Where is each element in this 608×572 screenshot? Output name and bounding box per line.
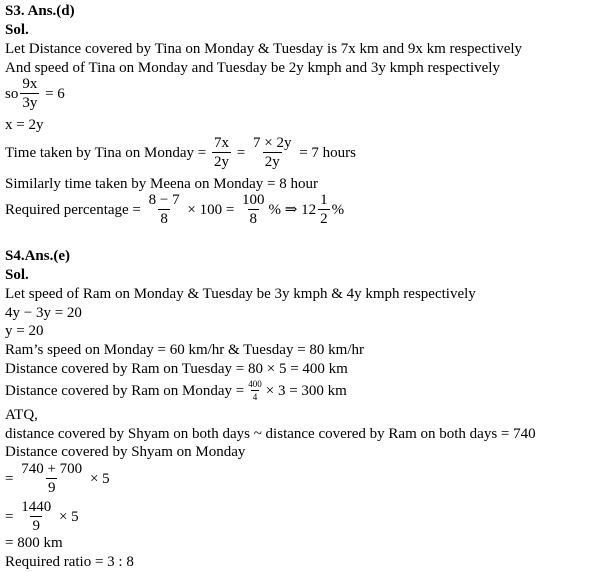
numerator: 1 (320, 192, 328, 208)
numerator: 7 × 2y (252, 135, 292, 151)
eq-rhs: = 7 hours (299, 144, 356, 161)
s4-equation-total (5, 499, 79, 534)
s4-line-y: y = 20 (5, 323, 44, 339)
percent-sign: % (331, 201, 345, 218)
numerator: 9x (22, 76, 38, 92)
numerator: 1440 (21, 499, 52, 515)
s3-line-distance: Let Distance covered by Tina on Monday & Tuesday is 7x km and 9x km respectively (5, 41, 523, 57)
eq-arrow: % ⇒ 12 (268, 201, 317, 218)
denominator: 3y (22, 95, 38, 111)
numerator: 7x (214, 135, 230, 151)
s4-line-tuesday-distance: Distance covered by Ram on Tuesday = 80 × 5 = 400 km (5, 361, 348, 377)
fraction (19, 461, 84, 496)
s4-line-result: = 800 km (5, 535, 63, 551)
s4-atq: ATQ, (5, 407, 38, 423)
denominator: 2 (320, 211, 328, 227)
eq-rhs: × 5 (58, 508, 79, 525)
s4-line-speed: Let speed of Ram on Monday & Tuesday be 3y kmph & 4y kmph respectively (5, 286, 476, 302)
s4-line-ratio: Required ratio = 3 : 8 (5, 554, 134, 570)
s4-line-equation: 4y − 3y = 20 (5, 305, 82, 321)
eq-prefix: Distance covered by Ram on Monday = (5, 382, 245, 399)
denominator: 9 (32, 518, 40, 534)
denominator: 2y (214, 154, 230, 170)
eq-prefix: = (5, 508, 14, 525)
s3-equation-ratio (5, 76, 65, 111)
s4-equation-monday-distance (5, 379, 347, 402)
numerator: 740 + 700 (21, 461, 83, 477)
fraction (240, 192, 267, 227)
s4-equation-sum (5, 461, 110, 496)
denominator: 9 (47, 480, 56, 496)
numerator: 400 (248, 379, 262, 389)
denominator: 4 (252, 392, 258, 402)
eq-prefix: = (5, 470, 14, 487)
s4-sol-label: Sol. (5, 267, 29, 283)
eq-prefix: Time taken by Tina on Monday = (5, 144, 207, 161)
s4-line-shyam-monday: Distance covered by Shyam on Monday (5, 444, 246, 460)
numerator: 8 − 7 (148, 192, 180, 208)
s3-heading: S3. Ans.(d) (5, 3, 75, 19)
s3-equation-time (5, 135, 356, 170)
s3-line-speed: And speed of Tina on Monday and Tuesday be 2y kmph and 3y kmph respectively (5, 60, 500, 76)
s4-heading: S4.Ans.(e) (5, 248, 71, 264)
fraction (147, 192, 182, 227)
eq-rhs: × 3 = 300 km (265, 382, 347, 399)
s4-line-ram-speed: Ram’s speed on Monday = 60 km/hr & Tuesday = 80 km/hr (5, 342, 364, 358)
denominator: 2y (264, 154, 280, 170)
fraction (212, 135, 231, 170)
fraction (19, 499, 53, 534)
s3-sol-label: Sol. (5, 22, 29, 38)
eq-sign: = (236, 144, 246, 161)
eq-prefix: Required percentage = (5, 201, 141, 218)
eq-rhs: × 5 (89, 470, 110, 487)
s4-line-both-days: distance covered by Shyam on both days ~ distance covered by Ram on both days = 740 (5, 426, 536, 442)
s3-equation-percentage (5, 192, 344, 227)
fraction (20, 76, 39, 111)
denominator: 8 (249, 211, 258, 227)
s3-line-x: x = 2y (5, 117, 44, 133)
fraction-half (318, 192, 330, 227)
eq-prefix: so (5, 85, 19, 102)
denominator: 8 (160, 211, 168, 227)
fraction-small (246, 379, 264, 402)
s3-line-meena: Similarly time taken by Meena on Monday = 8 hour (5, 176, 318, 192)
fraction (251, 135, 293, 170)
eq-rhs: = 6 (45, 85, 65, 102)
numerator: 100 (242, 192, 265, 208)
eq-mid: × 100 = (187, 201, 235, 218)
